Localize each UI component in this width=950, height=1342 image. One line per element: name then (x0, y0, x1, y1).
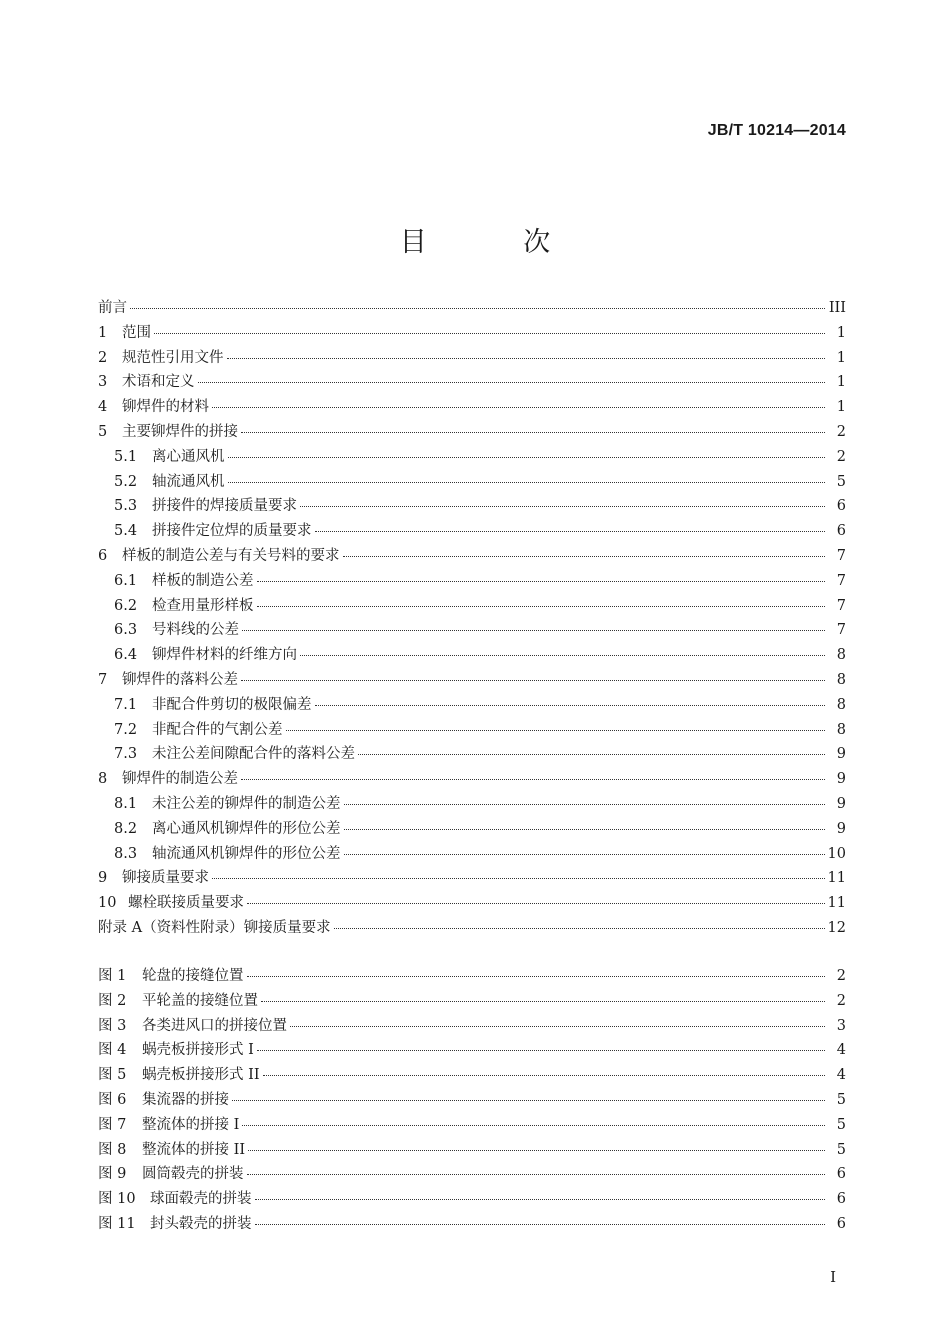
toc-entry-label: 附录 A（资料性附录）铆接质量要求 (98, 919, 331, 936)
toc-entry-label: 铆焊件材料的纤维方向 (152, 647, 297, 664)
standard-code: JB/T 10214—2014 (707, 122, 846, 139)
toc-entry-number: 7.2 (114, 721, 138, 738)
dot-leader (255, 1224, 826, 1225)
figure-entry-label: 整流体的拼接 II (142, 1141, 246, 1158)
dot-leader (227, 358, 826, 359)
figure-entry-number: 图 3 (98, 1017, 127, 1034)
toc-entry-number: 5.4 (114, 523, 138, 540)
figure-entry-number: 图 9 (98, 1166, 127, 1183)
toc-entry-label: 非配合件剪切的极限偏差 (152, 696, 312, 713)
figure-entry-label: 封头毂壳的拼装 (150, 1215, 252, 1232)
toc-entry-label: 铆焊件的制造公差 (122, 771, 238, 788)
toc-entry-page: 7 (836, 622, 846, 639)
toc-entry-label: 拼接件定位焊的质量要求 (152, 523, 312, 540)
toc-entry-page: 12 (827, 919, 846, 936)
figure-entry-number: 图 5 (98, 1067, 127, 1084)
toc-entry[interactable] (98, 718, 846, 743)
figure-entry[interactable] (98, 1212, 846, 1237)
toc-entry[interactable] (98, 445, 846, 470)
dot-leader (334, 928, 825, 929)
dot-leader (344, 829, 826, 830)
page-title: 目 次 (399, 227, 595, 258)
dot-leader (247, 1174, 826, 1175)
toc-entry-label: 轴流通风机 (152, 473, 225, 490)
toc-entry[interactable] (98, 668, 846, 693)
toc-entry[interactable] (98, 321, 846, 346)
figure-entry[interactable] (98, 1138, 846, 1163)
figure-entry-page: 6 (836, 1215, 846, 1232)
figure-entry-number: 图 4 (98, 1042, 127, 1059)
toc-entry-page: 9 (836, 820, 846, 837)
toc-entry-page: 1 (836, 349, 846, 366)
dot-leader (255, 1199, 826, 1200)
toc-entry[interactable] (98, 544, 846, 569)
toc-entry-label: 离心通风机铆焊件的形位公差 (152, 820, 341, 837)
toc-entry-page: 7 (836, 572, 846, 589)
dot-leader (228, 482, 826, 483)
toc-entry[interactable] (98, 346, 846, 371)
toc-entry-number: 6.2 (114, 597, 138, 614)
toc-entry-number: 6.1 (114, 572, 138, 589)
figure-entry-number: 图 8 (98, 1141, 127, 1158)
toc-entry-page: 11 (827, 895, 846, 912)
figure-entry-page: 2 (836, 968, 846, 984)
toc-entry-page: 6 (836, 523, 846, 540)
dot-leader (358, 754, 825, 755)
figure-entry[interactable] (98, 964, 846, 989)
toc-entry-page: 8 (836, 671, 846, 688)
figure-entry-page: 4 (836, 1067, 846, 1084)
toc-entry-label: 规范性引用文件 (122, 349, 224, 366)
toc-entry-label: 样板的制造公差与有关号料的要求 (122, 547, 340, 564)
toc-entry[interactable] (98, 470, 846, 495)
toc-entry-number: 9 (98, 870, 108, 887)
toc-entry-page: 1 (836, 399, 846, 416)
toc-entry[interactable] (98, 817, 846, 842)
figure-entry-label: 平轮盖的接缝位置 (142, 992, 258, 1009)
figure-entry[interactable] (98, 1038, 846, 1063)
toc-entry-page: 8 (836, 721, 846, 738)
figure-entry-number: 图 7 (98, 1116, 127, 1133)
toc-entry[interactable] (98, 420, 846, 445)
toc-entry-page: 8 (836, 647, 846, 664)
toc-entry-number: 8 (98, 771, 108, 788)
toc-entry-number: 4 (98, 399, 108, 416)
table-of-contents (98, 296, 846, 941)
toc-entry[interactable] (98, 594, 846, 619)
figure-entry-page: 6 (836, 1191, 846, 1208)
toc-entry-page: 7 (836, 547, 846, 564)
toc-entry-label: 拼接件的焊接质量要求 (152, 498, 297, 515)
toc-entry-page: 8 (836, 696, 846, 713)
dot-leader (343, 556, 826, 557)
toc-entry-page: 1 (836, 324, 846, 341)
toc-entry-number: 2 (98, 349, 108, 366)
dot-leader (344, 804, 826, 805)
figure-entry-page: 5 (836, 1091, 846, 1108)
figure-entry-page: 2 (836, 992, 846, 1009)
figure-entry-label: 整流体的拼接 I (142, 1116, 240, 1133)
toc-entry-number: 6.3 (114, 622, 138, 639)
figure-entry-label: 球面毂壳的拼装 (150, 1191, 252, 1208)
toc-entry-number: 7.3 (114, 746, 138, 763)
dot-leader (241, 432, 825, 433)
toc-entry-number: 8.1 (114, 795, 138, 812)
toc-entry-number: 7 (98, 671, 108, 688)
toc-entry-label: 未注公差的铆焊件的制造公差 (152, 795, 341, 812)
toc-entry[interactable] (98, 916, 846, 941)
toc-entry[interactable] (98, 842, 846, 867)
toc-entry-number: 6.4 (114, 647, 138, 664)
dot-leader (130, 308, 825, 309)
toc-entry-number: 5.1 (114, 448, 138, 465)
figure-entry-page: 4 (836, 1042, 846, 1059)
toc-entry-label: 铆接质量要求 (122, 870, 209, 887)
dot-leader (247, 903, 825, 904)
toc-entry-label: 主要铆焊件的拼接 (122, 423, 238, 440)
dot-leader (232, 1100, 825, 1101)
toc-entry-page: 9 (836, 746, 846, 763)
figure-entry-page: 5 (836, 1141, 846, 1158)
figure-entry-number: 图 1 (98, 968, 127, 984)
dot-leader (344, 854, 825, 855)
toc-entry[interactable] (98, 296, 846, 321)
dot-leader (241, 680, 825, 681)
dot-leader (242, 1125, 825, 1126)
toc-entry-page: III (828, 300, 846, 316)
dot-leader (248, 1150, 825, 1151)
dot-leader (212, 407, 825, 408)
toc-entry[interactable] (98, 519, 846, 544)
figure-entry-label: 轮盘的接缝位置 (142, 968, 244, 984)
toc-entry-page: 2 (836, 448, 846, 465)
toc-entry-label: 未注公差间隙配合件的落料公差 (152, 746, 355, 763)
toc-entry[interactable] (98, 494, 846, 519)
toc-entry[interactable] (98, 693, 846, 718)
toc-entry[interactable] (98, 569, 846, 594)
toc-entry-label: 范围 (122, 324, 151, 341)
toc-entry-page: 11 (827, 870, 846, 887)
dot-leader (242, 630, 825, 631)
toc-entry-page: 5 (836, 473, 846, 490)
toc-entry-label: 螺栓联接质量要求 (128, 895, 244, 912)
dot-leader (290, 1026, 825, 1027)
dot-leader (257, 581, 826, 582)
toc-entry[interactable] (98, 792, 846, 817)
figure-entry[interactable] (98, 989, 846, 1014)
dot-leader (212, 878, 825, 879)
figure-entry-page: 3 (836, 1017, 846, 1034)
figure-entry[interactable] (98, 1014, 846, 1039)
figure-entry[interactable] (98, 1088, 846, 1113)
toc-entry-label: 术语和定义 (122, 374, 195, 391)
figure-entry-label: 圆筒毂壳的拼装 (142, 1166, 244, 1183)
dot-leader (247, 976, 826, 977)
toc-entry-label: 轴流通风机铆焊件的形位公差 (152, 845, 341, 862)
figure-entry[interactable] (98, 1187, 846, 1212)
dot-leader (300, 655, 825, 656)
figure-entry-label: 各类进风口的拼接位置 (142, 1017, 287, 1034)
toc-entry-page: 2 (836, 423, 846, 440)
toc-entry-label: 铆焊件的落料公差 (122, 671, 238, 688)
figure-entry-label: 蜗壳板拼接形式 I (142, 1042, 254, 1059)
dot-leader (261, 1001, 825, 1002)
toc-entry-number: 8.2 (114, 820, 138, 837)
figure-entry-number: 图 11 (98, 1215, 136, 1232)
toc-entry[interactable] (98, 742, 846, 767)
figure-entry[interactable] (98, 1063, 846, 1088)
toc-entry[interactable] (98, 395, 846, 420)
toc-entry-page: 6 (836, 498, 846, 515)
figure-entry[interactable] (98, 1162, 846, 1187)
dot-leader (263, 1075, 825, 1076)
toc-entry-label: 非配合件的气割公差 (152, 721, 283, 738)
toc-entry-label: 样板的制造公差 (152, 572, 254, 589)
toc-entry-label: 离心通风机 (152, 448, 225, 465)
figure-entry[interactable] (98, 1113, 846, 1138)
dot-leader (241, 779, 825, 780)
toc-entry-number: 3 (98, 374, 108, 391)
dot-leader (257, 606, 826, 607)
toc-entry[interactable] (98, 643, 846, 668)
figure-list (98, 964, 846, 1237)
toc-entry-label: 检查用量形样板 (152, 597, 254, 614)
toc-entry-number: 5.2 (114, 473, 138, 490)
figure-entry-number: 图 2 (98, 992, 127, 1009)
toc-entry-number: 10 (98, 895, 117, 912)
page-number: I (830, 1268, 836, 1286)
toc-entry-page: 10 (827, 845, 846, 862)
dot-leader (286, 730, 826, 731)
figure-entry-number: 图 10 (98, 1191, 136, 1208)
dot-leader (315, 531, 826, 532)
toc-entry[interactable] (98, 866, 846, 891)
toc-entry[interactable] (98, 767, 846, 792)
toc-entry-number: 7.1 (114, 696, 138, 713)
toc-entry-number: 8.3 (114, 845, 138, 862)
toc-entry-number: 6 (98, 547, 108, 564)
dot-leader (154, 333, 825, 334)
toc-entry-page: 9 (836, 771, 846, 788)
toc-entry-number: 1 (98, 324, 108, 341)
dot-leader (300, 506, 825, 507)
toc-entry-label: 铆焊件的材料 (122, 399, 209, 416)
figure-entry-page: 6 (836, 1166, 846, 1183)
toc-entry-page: 7 (836, 597, 846, 614)
toc-entry[interactable] (98, 891, 846, 916)
figure-entry-label: 集流器的拼接 (142, 1091, 229, 1108)
toc-entry[interactable] (98, 370, 846, 395)
dot-leader (198, 382, 826, 383)
toc-entry-label: 号料线的公差 (152, 622, 239, 639)
toc-entry[interactable] (98, 618, 846, 643)
dot-leader (228, 457, 826, 458)
figure-entry-label: 蜗壳板拼接形式 II (142, 1067, 260, 1084)
toc-entry-page: 1 (836, 374, 846, 391)
dot-leader (257, 1050, 825, 1051)
figure-entry-number: 图 6 (98, 1091, 127, 1108)
figure-entry-page: 5 (836, 1116, 846, 1133)
toc-entry-label: 前言 (98, 300, 127, 316)
toc-entry-number: 5 (98, 423, 108, 440)
toc-entry-page: 9 (836, 795, 846, 812)
toc-entry-number: 5.3 (114, 498, 138, 515)
dot-leader (315, 705, 826, 706)
